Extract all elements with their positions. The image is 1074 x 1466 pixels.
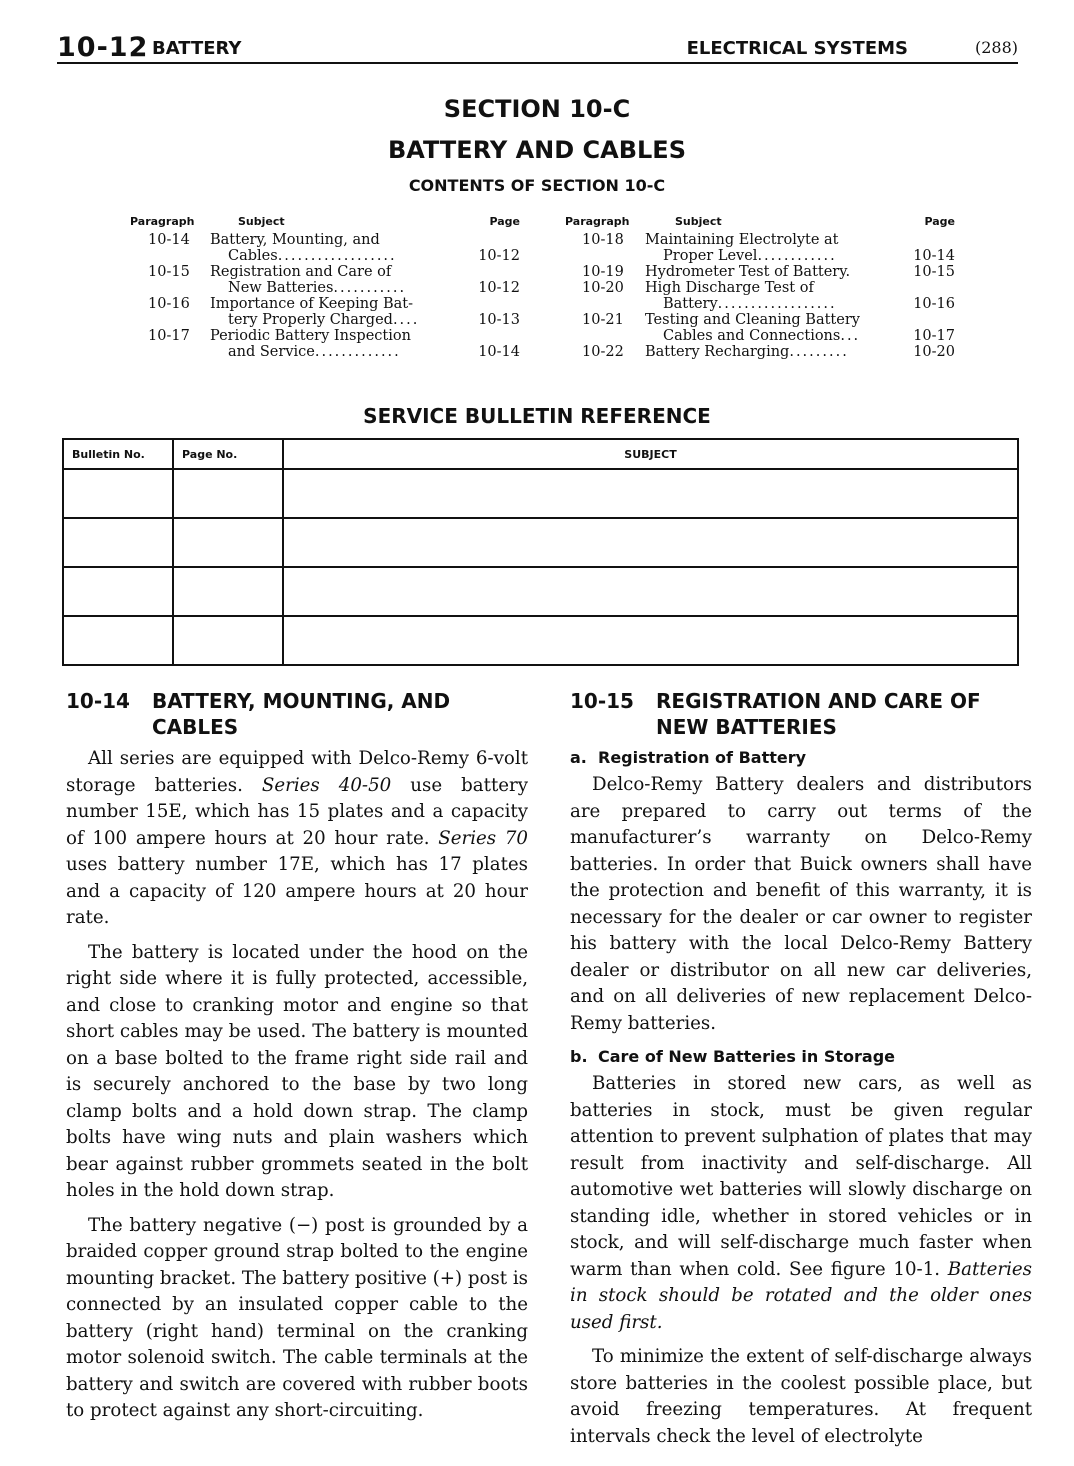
table-row	[63, 616, 1018, 665]
contents-right	[565, 214, 955, 360]
contents-title: CONTENTS OF SECTION 10-C	[408, 176, 666, 195]
table-row	[63, 567, 1018, 616]
page-number: (288)	[974, 38, 1018, 57]
col-subject: SUBJECT	[283, 439, 1018, 469]
col-subject: Subject	[238, 215, 285, 228]
subheading-b: b. Care of New Batteries in Storage	[570, 1047, 896, 1066]
bulletin-title: SERVICE BULLETIN REFERENCE	[363, 404, 711, 428]
toc-entry: 10-14 Battery, Mounting, and Cables.................. 10-12	[148, 232, 520, 264]
col-page-no: Page No.	[173, 439, 283, 469]
contents-left	[130, 214, 520, 360]
section-name: BATTERY	[152, 38, 242, 59]
heading-10-14: 10-14 BATTERY, MOUNTING, AND CABLES	[66, 689, 451, 739]
section-name-title: BATTERY AND CABLES	[388, 136, 686, 164]
table-row	[63, 469, 1018, 518]
toc-entry: 10-21 Testing and Cleaning Battery Cables and Connections... 10-17	[582, 312, 955, 344]
bulletin-table	[62, 438, 1019, 666]
heading-10-15: 10-15 REGISTRATION AND CARE OF NEW BATTERIES	[570, 689, 981, 739]
page-header	[57, 32, 1018, 62]
paragraph: The battery is located under the hood on the right side where it is fully protected, accessible, and close to cranking motor and engine so that short cables may be used. The battery is mounted on a base bolted to the frame right side rail and is securely anchored to the base by two long clamp bolts and a hold down strap. The clamp bolts have wing nuts and plain washers which bear against rubber grommets seated in the bolt holes in the hold down strap.	[66, 941, 528, 1201]
toc-entry: 10-16 Importance of Keeping Bat- tery Properly Charged.... 10-13	[148, 296, 520, 328]
toc-entry: 10-18 Maintaining Electrolyte at Proper Level............ 10-14	[582, 232, 955, 264]
toc-entry: 10-19 Hydrometer Test of Battery. 10-15	[582, 264, 955, 280]
column-left	[66, 688, 528, 1433]
paragraph: Delco-Remy Battery dealers and distributors are prepared to carry out terms of the manufacturer’s warranty on Delco-Remy batteries. In order that Buick owners shall have the protection and benefit of this warranty, it is necessary for the dealer or car owner to register his battery with the local Delco-Remy Battery dealer or distributor on all new car deliveries, and on all deliveries of new replacement Delco-Remy batteries.	[570, 774, 1032, 1034]
col-bulletin-no: Bulletin No.	[63, 439, 173, 469]
toc-entry: 10-22 Battery Recharging......... 10-20	[582, 344, 955, 360]
col-subject: Subject	[675, 215, 722, 228]
paragraph: The battery negative (−) post is grounded by a braided copper ground strap bolted to the engine mounting bracket. The battery positive (+) post is connected by an insulated copper cable to the battery (right hand) terminal on the cranking motor solenoid switch. The cable terminals at the battery and switch are covered with rubber boots to protect against any short-circuiting.	[66, 1214, 528, 1421]
col-page: Page	[924, 215, 955, 228]
table-row	[63, 518, 1018, 567]
col-page: Page	[489, 215, 520, 228]
col-paragraph: Paragraph	[130, 215, 195, 228]
subheading-a: a. Registration of Battery	[570, 748, 807, 767]
toc-entry: 10-17 Periodic Battery Inspection and Service............. 10-14	[148, 328, 520, 360]
column-right	[570, 688, 1032, 1458]
chapter-title: ELECTRICAL SYSTEMS	[686, 38, 908, 59]
header-rule	[57, 62, 1018, 64]
toc-entry: 10-15 Registration and Care of New Batteries........... 10-12	[148, 264, 520, 296]
chapter-number: 10-12	[57, 32, 149, 63]
paragraph: To minimize the extent of self-discharge always store batteries in the coolest possible place, but avoid freezing temperatures. At frequent intervals check the level of electrolyte	[570, 1346, 1032, 1447]
section-title: SECTION 10-C	[443, 95, 631, 123]
toc-entry: 10-20 High Discharge Test of Battery.................. 10-16	[582, 280, 955, 312]
col-paragraph: Paragraph	[565, 215, 630, 228]
paragraph: Batteries in stored new cars, as well as batteries in stock, must be given regular attention to prevent sulphation of plates that may result from inactivity and self-discharge. All automotive wet batteries will slowly discharge on standing idle, whether in stored vehicles or in stock, and will self-discharge much faster when warm than when cold. See figure 10-1. Batteries in stock should be rotated and the older ones used first.	[570, 1073, 1032, 1333]
paragraph: All series are equipped with Delco-Remy 6-volt storage batteries. Series 40-50 use battery number 15E, which has 15 plates and a capacity of 100 ampere hours at 20 hour rate. Series 70 uses battery number 17E, which has 17 plates and a capacity of 120 ampere hours at 20 hour rate.	[66, 748, 528, 928]
